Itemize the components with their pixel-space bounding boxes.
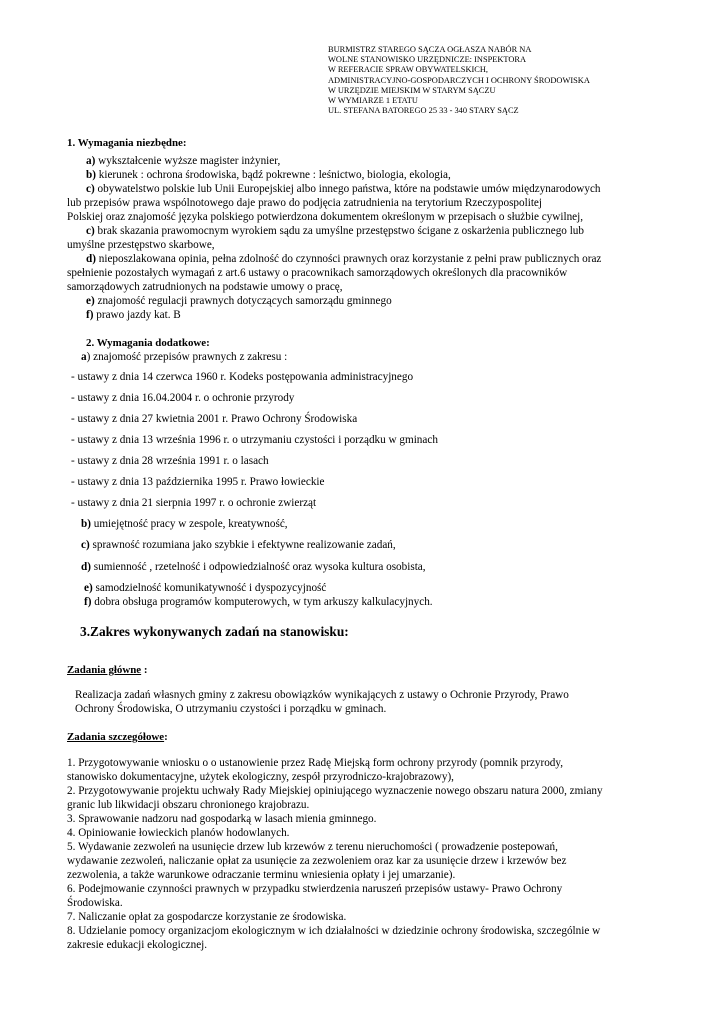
requirement-c-no-conviction bbox=[86, 225, 584, 237]
item-text: ) znajomość przepisów prawnych z zakresu : bbox=[86, 351, 288, 363]
item-text: wykształcenie wyższe magister inżynier, bbox=[95, 155, 281, 167]
item-letter: b) bbox=[81, 518, 91, 530]
item-text: nieposzlakowana opinia, pełna zdolność do czynności prawnych oraz korzystanie z pełni praw publicznych oraz bbox=[95, 253, 602, 265]
header-line: BURMISTRZ STAREGO SĄCZA OGŁASZA NABÓR NA bbox=[328, 45, 532, 54]
task-line: 3. Sprawowanie nadzoru nad gospodarką w lasach mienia gminnego. bbox=[67, 813, 377, 825]
main-tasks-label: Zadania główne bbox=[67, 664, 142, 676]
main-tasks-text: Realizacja zadań własnych gminy z zakresu obowiązków wynikających z ustawy o Ochronie Przyrody, Prawo bbox=[75, 689, 569, 701]
text-line: Polskiej oraz znajomość języka polskiego potwierdzona dokumentem określonym w przepisach o służbie cywilnej, bbox=[67, 211, 584, 223]
requirement-c-citizenship bbox=[86, 183, 601, 195]
item-letter: a bbox=[81, 351, 87, 363]
item-letter: a) bbox=[86, 155, 96, 167]
section-1-title: 1. Wymagania niezbędne: bbox=[67, 137, 187, 149]
item-letter: e) bbox=[86, 295, 95, 307]
item-letter: b) bbox=[86, 169, 96, 181]
header-line: W REFERACIE SPRAW OBYWATELSKICH, bbox=[328, 65, 489, 75]
item-text: prawo jazdy kat. B bbox=[93, 309, 181, 321]
item-letter: c) bbox=[86, 225, 95, 237]
law-item: - ustawy z dnia 21 sierpnia 1997 r. o ochronie zwierząt bbox=[71, 497, 317, 509]
detailed-tasks-colon: : bbox=[164, 731, 168, 743]
law-item: - ustawy z dnia 27 kwietnia 2001 r. Prawo Ochrony Środowiska bbox=[71, 413, 358, 425]
section-3-title: 3.Zakres wykonywanych zadań na stanowisku: bbox=[80, 624, 349, 639]
main-tasks-heading bbox=[67, 664, 148, 676]
task-line: zezwolenia, a także warunkowe odraczanie terminu wniesienia opłaty i jej umarzanie). bbox=[67, 869, 456, 881]
item-text: samodzielność komunikatywność i dyspozycyjność bbox=[92, 582, 327, 594]
text-line: umyślne przestępstwo skarbowe, bbox=[67, 239, 215, 251]
text-line: samorządowych zatrudnionych na podstawie umowy o pracę, bbox=[67, 281, 343, 293]
task-line: 4. Opiniowanie łowieckich planów hodowlanych. bbox=[67, 827, 290, 839]
header-line: ADMINISTRACYJNO-GOSPODARCZYCH I OCHRONY ŚRODOWISKA bbox=[328, 75, 590, 85]
law-item: - ustawy z dnia 14 czerwca 1960 r. Kodeks postępowania administracyjnego bbox=[71, 371, 414, 383]
item-letter: d) bbox=[86, 253, 96, 265]
law-item: - ustawy z dnia 13 września 1996 r. o utrzymaniu czystości i porządku w gminach bbox=[71, 434, 438, 446]
item-letter: c) bbox=[81, 539, 90, 551]
header-line: WOLNE STANOWISKO URZĘDNICZE: INSPEKTORA bbox=[328, 55, 527, 65]
requirement-e bbox=[86, 295, 392, 307]
task-line: stanowisko dokumentacyjne, użytek ekologiczny, zespół przyrodniczo-krajobrazowy), bbox=[67, 771, 454, 783]
item-letter: f) bbox=[86, 309, 94, 321]
text-line: spełnienie pozostałych wymagań z art.6 ustawy o pracownikach samorządowych określonych dla pracowników bbox=[67, 267, 568, 279]
item-text: umiejętność pracy w zespole, kreatywność, bbox=[90, 518, 288, 530]
additional-c bbox=[81, 539, 396, 551]
header-line: W URZĘDZIE MIEJSKIM W STARYM SĄCZU bbox=[328, 85, 496, 95]
requirement-d bbox=[86, 253, 601, 265]
detailed-tasks-heading bbox=[67, 731, 168, 743]
text-line: lub przepisów prawa wspólnotowego daje prawo do podjęcia zatrudnienia na terytorium Rzeczypospolitej bbox=[67, 197, 543, 209]
task-line: 2. Przygotowywanie projektu uchwały Rady Miejskiej opiniującego wyznaczenie nowego obszaru natura 2000, zmiany bbox=[67, 785, 603, 797]
task-line: wydawanie zezwoleń, naliczanie opłat za usunięcie za zezwoleniem oraz kar za usunięcie drzew i krzewów bez bbox=[67, 855, 567, 867]
requirement-a bbox=[86, 155, 280, 167]
section-2-title: 2. Wymagania dodatkowe: bbox=[86, 337, 210, 349]
additional-f bbox=[84, 596, 433, 608]
task-line: granic lub likwidacji obszaru chronionego krajobrazu. bbox=[67, 799, 310, 811]
main-tasks-colon: : bbox=[141, 664, 148, 676]
item-text: obywatelstwo polskie lub Unii Europejskiej albo innego państwa, które na podstawie umów międzynarodowych bbox=[94, 183, 601, 195]
item-text: sprawność rozumiana jako szybkie i efektywne realizowanie zadań, bbox=[89, 539, 396, 551]
item-text: kierunek : ochrona środowiska, bądź pokrewne : leśnictwo, biologia, ekologia, bbox=[95, 169, 451, 181]
item-text: sumienność , rzetelność i odpowiedzialność oraz wysoka kultura osobista, bbox=[90, 561, 426, 573]
item-letter: c) bbox=[86, 183, 95, 195]
header-line: W WYMIARZE 1 ETATU bbox=[328, 96, 418, 106]
announcement-header bbox=[328, 45, 590, 116]
requirement-f bbox=[86, 309, 181, 321]
item-letter: f) bbox=[84, 596, 92, 608]
law-item: - ustawy z dnia 13 października 1995 r. Prawo łowieckie bbox=[71, 476, 325, 488]
task-line: 5. Wydawanie zezwoleń na usunięcie drzew lub krzewów z terenu nieruchomości ( prowadzenie postepowań, bbox=[67, 841, 558, 853]
additional-e bbox=[84, 582, 326, 594]
task-line: 7. Naliczanie opłat za gospodarcze korzystanie ze środowiska. bbox=[67, 911, 347, 923]
item-letter: d) bbox=[81, 561, 91, 573]
main-tasks-text: Ochrony Środowiska, O utrzymaniu czystości i porządku w gminach. bbox=[75, 703, 387, 715]
additional-b bbox=[81, 518, 288, 530]
law-item: - ustawy z dnia 16.04.2004 r. o ochronie przyrody bbox=[71, 392, 295, 404]
task-line: 8. Udzielanie pomocy organizacjom ekologicznym w ich działalności w dziedzinie ochrony środowiska, szczególnie w bbox=[67, 925, 601, 937]
task-line: zakresie edukacji ekologicznej. bbox=[67, 939, 208, 951]
additional-a bbox=[81, 351, 287, 363]
item-text: znajomość regulacji prawnych dotyczących samorządu gminnego bbox=[94, 295, 392, 307]
detailed-tasks-label: Zadania szczegółowe bbox=[67, 731, 165, 743]
law-item: - ustawy z dnia 28 września 1991 r. o lasach bbox=[71, 455, 269, 467]
item-text: dobra obsługa programów komputerowych, w tym arkuszy kalkulacyjnych. bbox=[91, 596, 433, 608]
header-line: UL. STEFANA BATOREGO 25 33 - 340 STARY SĄCZ bbox=[328, 106, 519, 116]
item-text: brak skazania prawomocnym wyrokiem sądu za umyślne przestępstwo ścigane z oskarżenia publicznego lub bbox=[94, 225, 584, 237]
requirement-b bbox=[86, 169, 451, 181]
item-letter: e) bbox=[84, 582, 93, 594]
additional-d bbox=[81, 561, 426, 573]
task-line: 1. Przygotowywanie wniosku o o ustanowienie przez Radę Miejską form ochrony przyrody (pomnik przyrody, bbox=[67, 757, 564, 769]
task-line: 6. Podejmowanie czynności prawnych w przypadku stwierdzenia naruszeń przepisów ustawy- Prawo Ochrony bbox=[67, 883, 563, 895]
task-line: Środowiska. bbox=[67, 897, 123, 909]
